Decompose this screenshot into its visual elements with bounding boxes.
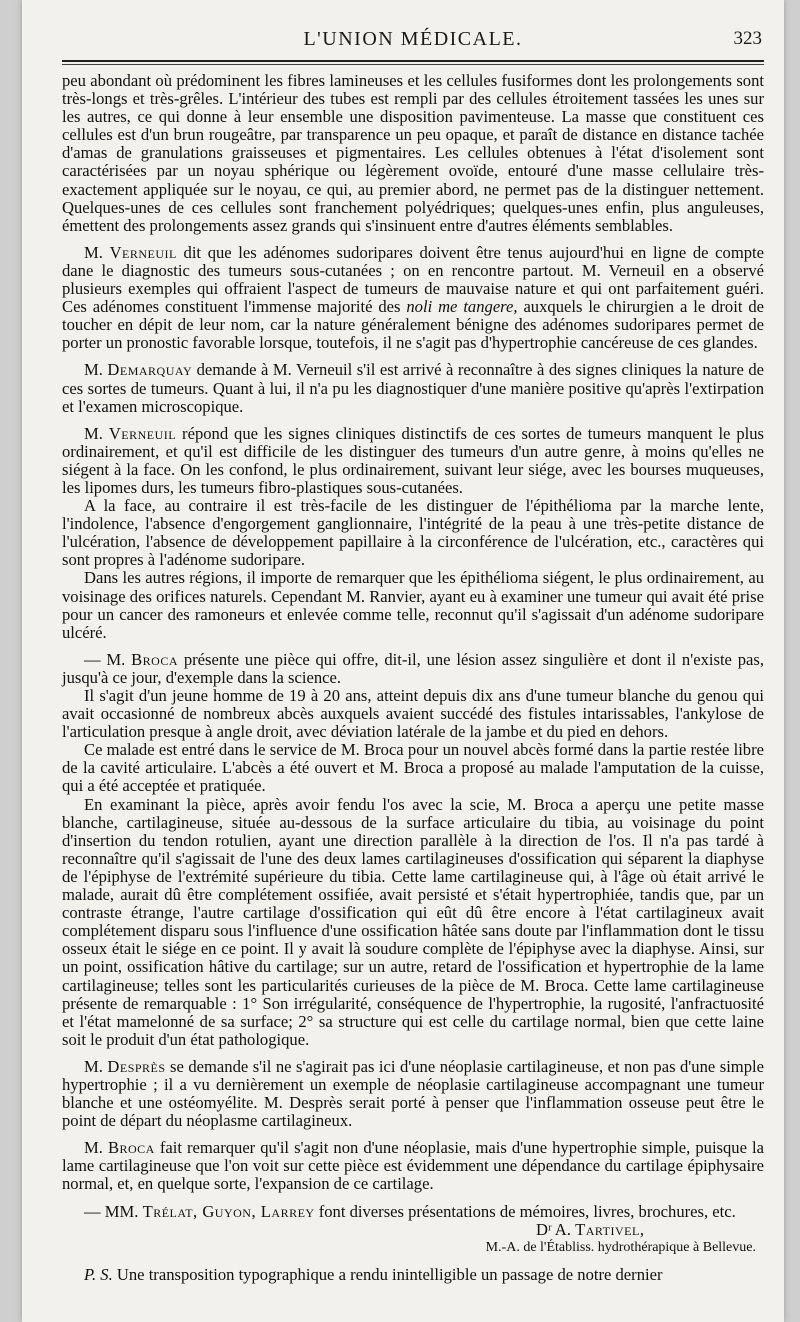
paragraph-1: peu abondant où prédominent les fibres lamineuses et les cellules fusiformes dont les prolongements sont très-longs et très-grêles. L'intérieur des tubes est rempli par des cellules étroitement tassées les unes sur les autres, ce qui donne à leur ensemble une disposition pavimenteuse. La masse que constituent ces cellules est d'un brun rougeâtre, par transparence un peu opaque, et paraît de distance en distance tachée d'amas de granulations graisseuses et pigmentaires. Les cellules obtenues à l'état d'isolement sont caractérisées par un noyau sphérique ou légèrement ovoïde, entouré d'une masse cellulaire très-exactement appliquée sur le noyau, ce qui, au premier abord, ne permet pas de la distinguer nettement. Quelques-unes de ces cellules sont franchement polyédriques; quelques-unes enfin, plus anguleuses, émettent des prolongements assez grands qui s'insinuent entre d'autres éléments semblables. bbox=[62, 71, 764, 235]
speaker-prefix: — M. bbox=[84, 649, 132, 669]
postscript-text: Une transposition typographique a rendu inintelligible un passage de notre dernier bbox=[112, 1264, 663, 1284]
paragraph-text: présente une pièce qui offre, dit-il, une lésion assez singulière et dont il n'existe pas, jusqu'à ce jour, d'exemple dans la science. bbox=[62, 649, 764, 687]
speaker-prefix: M. bbox=[84, 423, 109, 443]
signature-affiliation: M.-A. de l'Établiss. hydrothérapique à Bellevue. bbox=[485, 1239, 756, 1255]
signature-prefix: Dʳ A. bbox=[535, 1219, 576, 1239]
postscript bbox=[62, 1266, 764, 1284]
italic-phrase: noli me tangere, bbox=[406, 297, 518, 317]
speaker-name: Verneuil bbox=[108, 423, 177, 443]
signature-name: Tartivel bbox=[575, 1219, 640, 1239]
speaker-prefix: — MM. bbox=[84, 1201, 143, 1221]
paragraph-4 bbox=[62, 425, 764, 497]
page-header bbox=[62, 28, 764, 58]
paragraph-6: Dans les autres régions, il importe de remarquer que les épithélioma siégent, le plus ordinairement, au voisinage des orifices naturels. Cependant M. Ranvier, ayant eu à examiner une tumeur qui avait été prise pour un cancer des ramoneurs et enlevée comme telle, reconnut qu'il s'agissait d'un adénome sudoripare ulcéré. bbox=[62, 568, 764, 642]
speaker-name: Verneuil bbox=[109, 242, 177, 262]
speaker-names: Trélat, Guyon, Larrey bbox=[142, 1201, 315, 1221]
speaker-prefix: M. bbox=[84, 1056, 108, 1076]
article-body bbox=[62, 72, 764, 1284]
paragraph-12 bbox=[62, 1139, 764, 1193]
speaker-name: Broca bbox=[131, 649, 179, 669]
speaker-name: Broca bbox=[107, 1138, 155, 1158]
paragraph-8: Il s'agit d'un jeune homme de 19 à 20 ans, atteint depuis dix ans d'une tumeur blanche du genou qui avait occasionné de nombreux abcès auxquels avaient succédé des fistules intarissables, l'ankylose de l'articulation presque à angle droit, avec déviation latérale de la jambe et du pied en dehors. bbox=[62, 686, 764, 742]
speaker-prefix: M. bbox=[84, 360, 108, 380]
header-rule bbox=[62, 60, 764, 62]
paragraph-7 bbox=[62, 651, 764, 687]
paragraph-9: Ce malade est entré dans le service de M. Broca pour un nouvel abcès formé dans la partie restée libre de la cavité articulaire. L'abcès a été ouvert et M. Broca a proposé au malade l'amputation de la cuisse, qui a été acceptée et pratiquée. bbox=[62, 740, 764, 796]
paragraph-3 bbox=[62, 361, 764, 415]
paragraph-text: dit que les adénomes sudoripares doivent être tenus aujourd'hui en ligne de compte dane le diagnostic des tumeurs sous-cutanées ; on en rencontre partout. M. Verneuil en a observé plusieurs exemples qui offraient l'aspect de tumeurs de mauvaise nature et qui ont parfaitement guéri. Ces adénomes constituent l'immense majorité des bbox=[62, 242, 764, 317]
paragraph-text: demande à M. Verneuil s'il est arrivé à reconnaître à des signes cliniques la nature de ces sortes de tumeurs. Quant à lui, il n'a pu les diagnostiquer d'une manière positive qu'après l'extirpation et l'examen microscopique. bbox=[62, 360, 764, 416]
paragraph-5: A la face, au contraire il est très-facile de les distinguer de l'épithélioma par la marche lente, l'indolence, l'absence d'engorgement ganglionnaire, l'intégrité de la peau à une très-petite distance de l'ulcération, l'absence de développement papillaire à la circonférence de l'ulcération, etc., caractères qui sont propres à l'adénome sudoripare. bbox=[62, 496, 764, 570]
signature-suffix: , bbox=[639, 1219, 644, 1239]
paragraph-text: répond que les signes cliniques distinctifs de ces sortes de tumeurs manquent le plus ordinairement, et qu'il est difficile de les distinguer des tumeurs d'un autre genre, à moins qu'elles ne siégent à la face. On les confond, le plus ordinairement, suivant leur siége, avec les bourses muqueuses, les lipomes durs, les tumeurs fibro-plastiques sous-cutanées. bbox=[62, 423, 764, 497]
paragraph-10: En examinant la pièce, après avoir fendu l'os avec la scie, M. Broca a aperçu une petite masse blanche, cartilagineuse, située au-dessous de la surface articulaire du tibia, au voisinage du point d'insertion du tendon rotulien, ayant une direction parallèle à la direction de l'os. Il n'a pas tardé à reconnaître qu'il s'agissait de l'une des deux lames cartilagineuses d'ossification qui séparent la diaphyse de l'épiphyse de l'extrémité supérieure du tibia. Cette lame cartilagineuse qui, à l'âge où était arrivé le malade, aurait dû être complétement ossifiée, avait persisté et s'était hypertrophiée, tandis que, par un contraste étrange, l'autre cartilage d'ossification qui eût dû être encore à l'état cartilagineux avait complétement disparu sous l'influence d'une ossification hâtée sans doute par l'inflammation dont le tissu osseux était le siége en ce point. Il y avait là soudure complète de l'épiphyse avec la diaphyse. Ainsi, sur un point, ossification hâtive du cartilage; sur un autre, retard de l'ossification et hypertrophie de la lame cartilagineuse; telles sont les particularités curieuses de la pièce de M. Broca. Cette lame cartilagineuse présente de remarquable : 1° Son irrégularité, conséquence de l'hypertrophie, la rugosité, l'anfractuosité et l'état mamelonné de sa surface; 2° sa structure qui est celle du cartilage normal, bien que cette laine soit le produit d'un état pathologique. bbox=[62, 794, 764, 1049]
paragraph-text: fait remarquer qu'il s'agit non d'une néoplasie, mais d'une hypertrophie simple, puisque la lame cartilagineuse que l'on voit sur cette pièce est évidemment une dépendance du cartilage épiphysaire normal, et, en quelque sorte, l'expansion de ce cartilage. bbox=[62, 1138, 764, 1194]
paragraph-13 bbox=[62, 1203, 764, 1221]
paragraph-text: se demande s'il ne s'agirait pas ici d'une néoplasie cartilagineuse, et non pas d'une simple hypertrophie ; il a vu dernièrement un exemple de néoplasie cartilagineuse accompagnant une tumeur blanche et une ostéomyélite. M. Desprès serait porté à penser que l'inflammation osseuse peut être le point de départ du néoplasme cartilagineux. bbox=[62, 1056, 764, 1131]
signature bbox=[62, 1221, 764, 1239]
paragraph-11 bbox=[62, 1058, 764, 1130]
speaker-prefix: M. bbox=[84, 242, 110, 262]
paragraph-text: font diverses présentations de mémoires, livres, brochures, etc. bbox=[314, 1201, 736, 1221]
paragraph-2 bbox=[62, 244, 764, 353]
page bbox=[22, 0, 784, 1322]
speaker-prefix: M. bbox=[84, 1138, 108, 1158]
header-rule-thin bbox=[62, 64, 764, 65]
speaker-name: Desprès bbox=[107, 1056, 166, 1076]
postscript-label: P. S. bbox=[84, 1264, 113, 1284]
paragraph-text: auxquels le chirurgien a le droit de toucher en dépit de leur nom, car la nature généralement bénigne des adénomes sudoripares permet de porter un pronostic favorable lorsque, toutefois, il ne s'agit pas d'hypertrophie cancéreuse de ces glandes. bbox=[62, 297, 765, 353]
speaker-name: Demarquay bbox=[107, 360, 193, 380]
journal-title: L'UNION MÉDICALE. bbox=[303, 28, 523, 50]
page-number: 323 bbox=[733, 28, 762, 49]
